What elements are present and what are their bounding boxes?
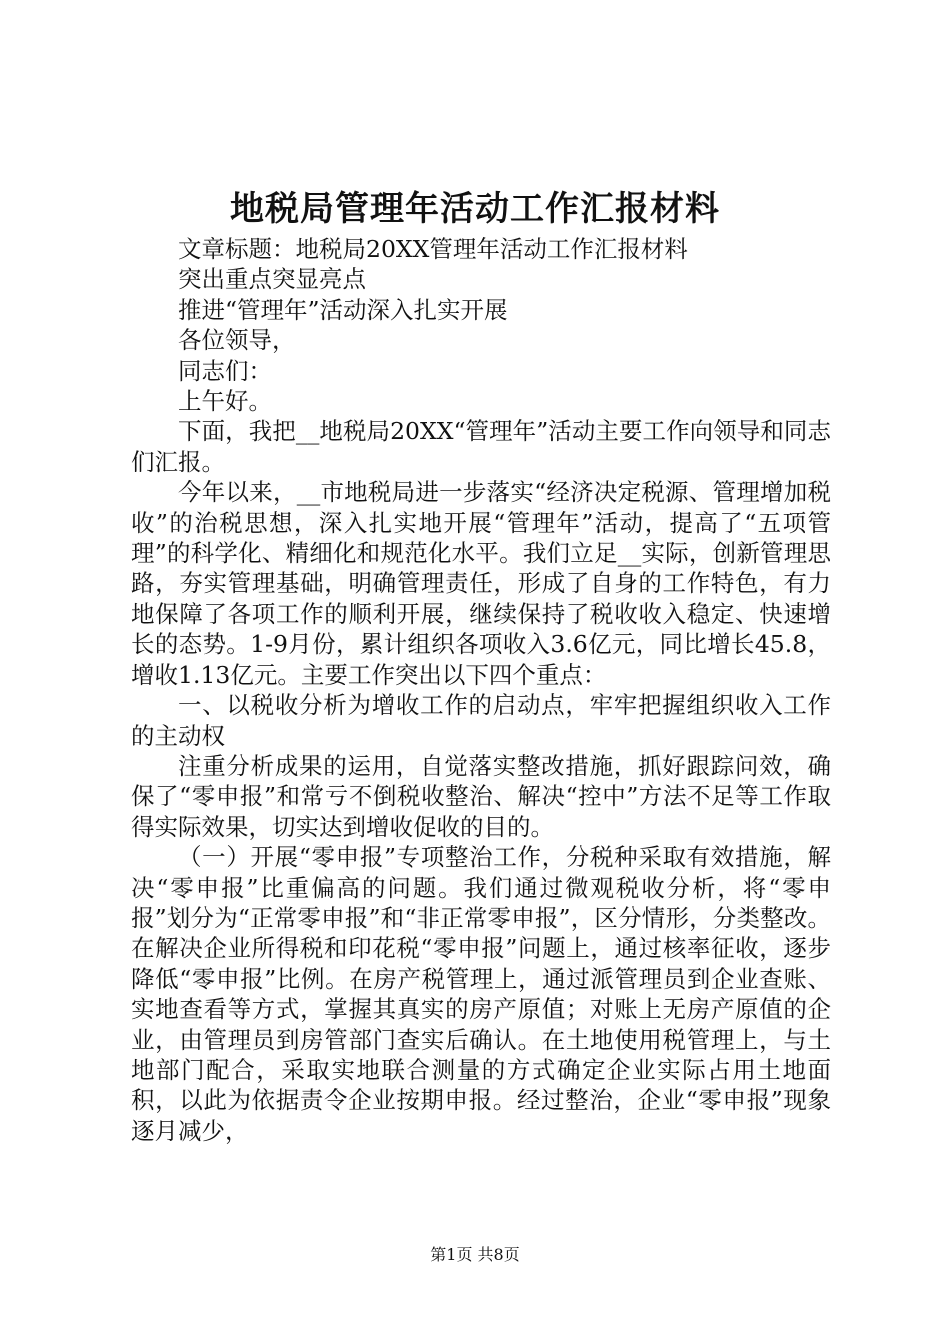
paragraph-section-1-summary: 注重分析成果的运用，自觉落实整改措施，抓好跟踪问效，确保了“零申报”和常亏不倒税收整治、解决“控中”方法不足等工作取得实际效果，切实达到增收促收的目的。 (131, 751, 831, 841)
document-body (131, 234, 831, 1146)
paragraph-subtitle-1: 突出重点突显亮点 (178, 265, 366, 294)
document-title: 地税局管理年活动工作汇报材料 (230, 189, 720, 229)
paragraph-subtitle-2: 推进“管理年”活动深入扎实开展 (178, 295, 508, 324)
paragraph-section-heading-1: 一、以税收分析为增收工作的启动点，牢牢把握组织收入工作的主动权 (131, 691, 831, 750)
paragraph-article-title: 文章标题：地税局20XX管理年活动工作汇报材料 (178, 235, 688, 263)
paragraph-intro: 下面，我把__地税局20XX“管理年”活动主要工作向领导和同志们汇报。 (131, 417, 831, 476)
paragraph-overview: 今年以来，__市地税局进一步落实“经济决定税源、管理增加税收”的治税思想，深入扎实地开展“管理年”活动，提高了“五项管理”的科学化、精细化和规范化水平。我们立足__实际，创新管理思路，夯实管理基础，明确管理责任，形成了自身的工作特色，有力地保障了各项工作的顺利开展，继续保持了税收收入稳定、快速增长的态势。1-9月份，累计组织各项收入3.6亿元，同比增长45.8，增收1.13亿元。主要工作突出以下四个重点： (131, 478, 831, 689)
paragraph-salutation-leaders: 各位领导， (178, 326, 296, 355)
paragraph-subsection-1: （一）开展“零申报”专项整治工作，分税种采取有效措施，解决“零申报”比重偏高的问题。我们通过微观税收分析，将“零申报”划分为“正常零申报”和“非正常零申报”，区分情形，分类整改。在解决企业所得税和印花税“零申报”问题上，通过核率征收，逐步降低“零申报”比例。在房产税管理上，通过派管理员到企业查账、实地查看等方式，掌握其真实的房产原值；对账上无房产原值的企业，由管理员到房管部门查实后确认。在土地使用税管理上，与土地部门配合，采取实地联合测量的方式确定企业实际占用土地面积，以此为依据责令企业按期申报。经过整治，企业“零申报”现象逐月减少， (131, 843, 831, 1145)
page-footer: 第1页 共8页 (430, 1245, 520, 1264)
paragraph-greeting: 上午好。 (178, 387, 272, 416)
paragraph-salutation-comrades: 同志们： (178, 356, 272, 385)
